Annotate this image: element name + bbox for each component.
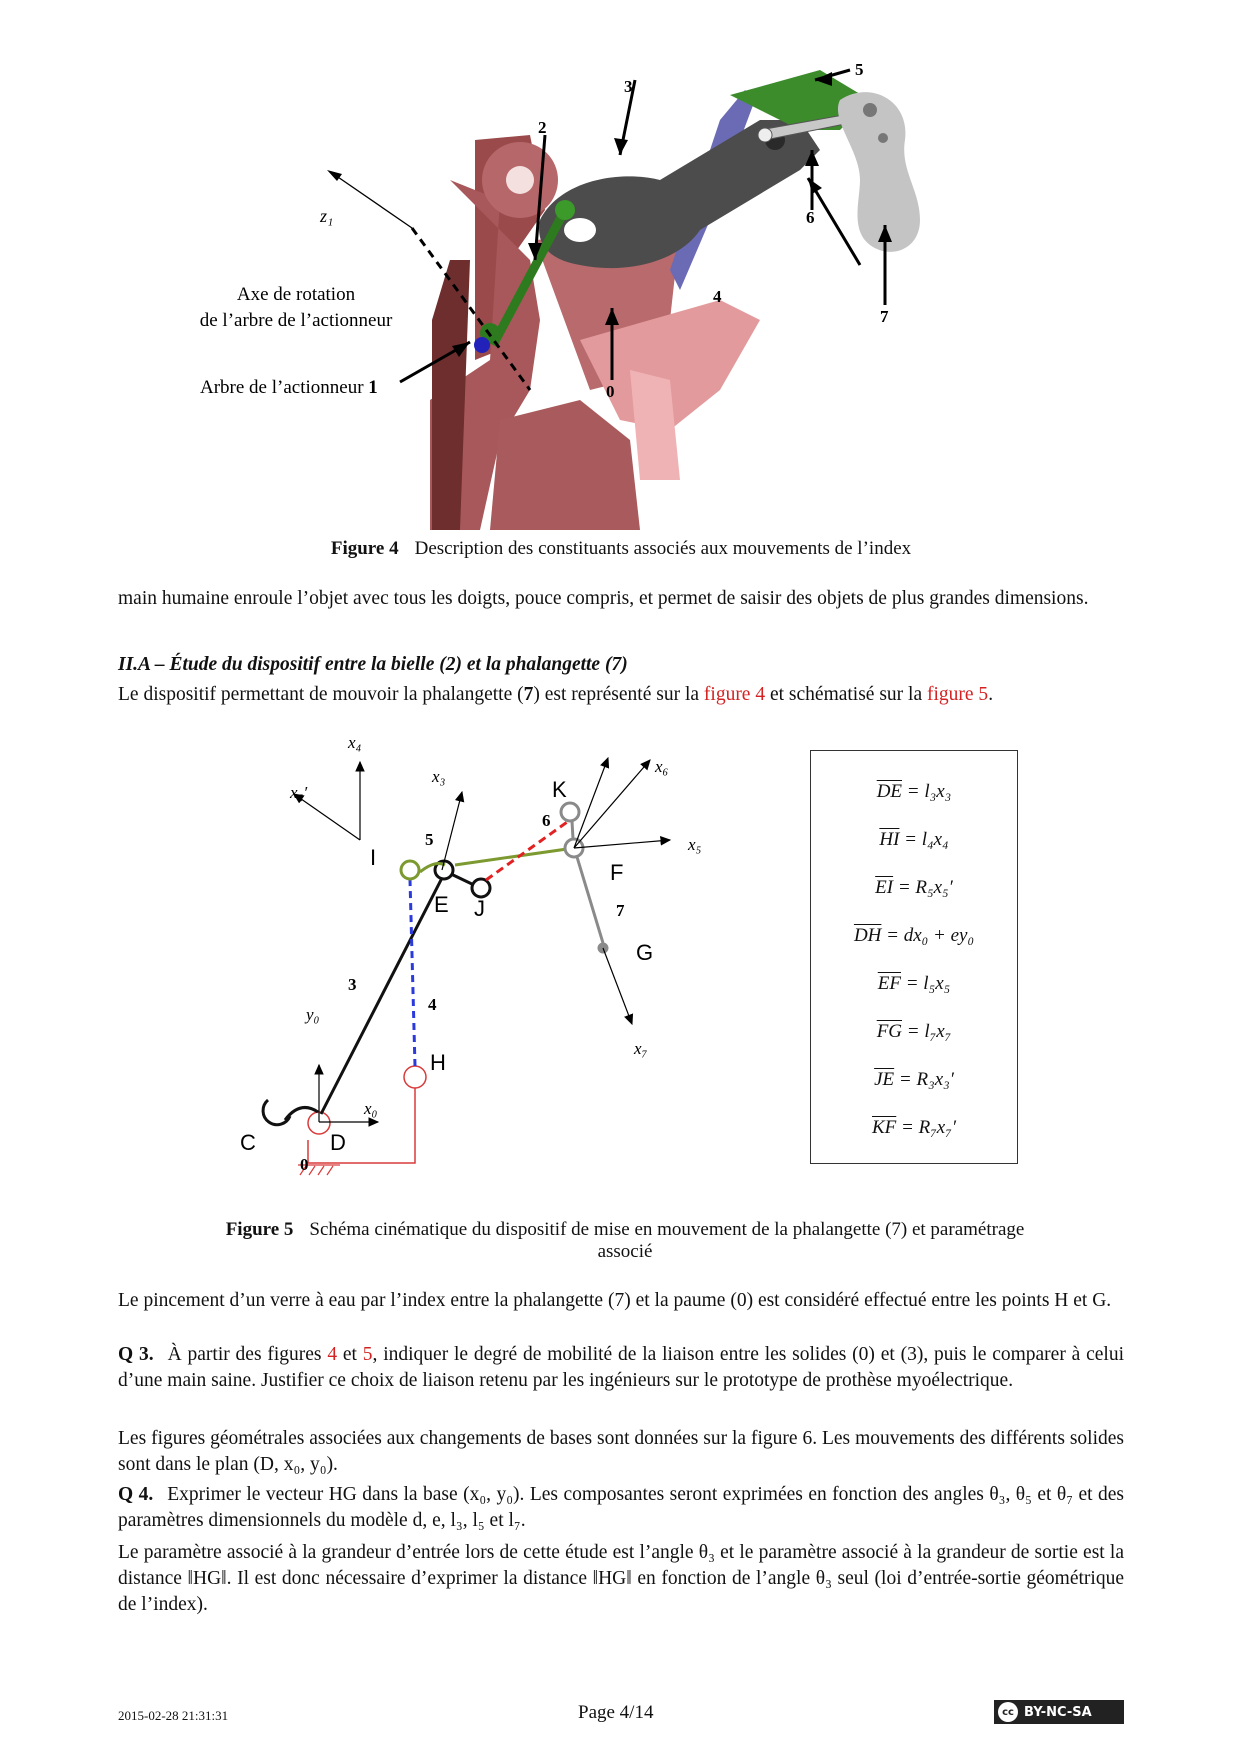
point-C: C xyxy=(240,1130,256,1155)
solid-label-6: 6 xyxy=(542,811,551,830)
solid-label-5: 5 xyxy=(425,830,434,849)
vec-x0: x₀ xyxy=(364,1099,378,1118)
point-K: K xyxy=(552,777,567,802)
vec-x4: x₄ xyxy=(348,733,362,752)
para2-part-a: Le dispositif permettant de mouvoir la phalangette ( xyxy=(118,684,524,705)
solid-label-3: 3 xyxy=(348,975,357,994)
figure-4-caption-label: Figure 4 xyxy=(330,538,399,559)
point-G: G xyxy=(636,940,654,965)
fig4-label-7: 7 xyxy=(880,307,889,326)
eq-EI: $\overline{EI} = R_5x_5'$ xyxy=(875,877,953,898)
para2-part-d: et schématisé sur la xyxy=(765,684,927,705)
fig4-label-3: 3 xyxy=(624,77,633,96)
footer-page-number: Page 4/14 xyxy=(578,1702,654,1723)
section-heading: II.A – Étude du dispositif entre la bielle (2) et la phalangette (7) xyxy=(118,654,628,675)
solid-label-4: 4 xyxy=(428,995,437,1014)
question-3 xyxy=(118,1342,1124,1394)
solid-label-7: 7 xyxy=(616,901,625,920)
solid-4 xyxy=(410,880,415,1066)
part-7 xyxy=(838,92,920,252)
eq-DH: $\overline{DH} = dx_0 + ey_0$ xyxy=(853,925,975,946)
solid-label-0: 0 xyxy=(300,1155,309,1174)
fig4-label-axe-2: de l’arbre de l’actionneur xyxy=(200,310,393,331)
vec-x5: x₅ xyxy=(688,835,702,854)
fig4-label-6: 6 xyxy=(806,208,815,227)
paragraph-5: Le paramètre associé à la grandeur d’entrée lors de cette étude est l’angle θ₃ et le paramètre associé à la grandeur de sortie est la distance ‖HG‖. Il est donc nécessaire d’exprimer la distance ‖HG‖ en fonction de l’angle θ₃ seul (loi d’entrée-sortie géométrique de l’index). xyxy=(118,1542,1124,1615)
fig4-label-2: 2 xyxy=(538,118,547,137)
vec-x5p: x₅′ xyxy=(290,783,308,802)
eq-KF: $\overline{KF} = R_7x_7'$ xyxy=(871,1117,956,1138)
fig4-label-axe-1: Axe de rotation xyxy=(236,284,356,305)
point-D: D xyxy=(330,1130,346,1155)
base-vectors xyxy=(294,758,670,1122)
q3-part-c: , indiquer le degré de mobilité de la liaison entre les solides (0) et (3), puis le comparer à celui d’une main saine. Justifier ce choix de liaison retenu par les ingénieurs sur le prototype de prothèse myoélectrique. xyxy=(118,1344,1125,1391)
link-figure-4[interactable]: figure 4 xyxy=(703,684,766,705)
vec-y0: y₀ xyxy=(306,1005,320,1024)
fig4-label-4: 4 xyxy=(713,287,722,306)
vector-definitions-box xyxy=(810,750,1018,1164)
figure-5-caption xyxy=(130,1219,1120,1263)
vec-x7: x₇ xyxy=(634,1039,648,1058)
cc-icon: cc xyxy=(998,1702,1018,1722)
point-H: H xyxy=(430,1050,446,1075)
eq-DE: $\overline{DE} = l_3x_3$ xyxy=(876,781,952,802)
fig4-label-arbre: Arbre de l’actionneur 1 xyxy=(200,377,378,398)
figure-5-caption-line2: associé xyxy=(597,1241,653,1262)
paragraph-2 xyxy=(118,682,1124,708)
figure-5-caption-label: Figure 5 xyxy=(225,1219,294,1240)
question-4 xyxy=(118,1482,1124,1534)
q4-label: Q 4. xyxy=(118,1484,154,1505)
point-I: I xyxy=(370,845,377,870)
link-q3-figure-4[interactable]: 4 xyxy=(327,1344,338,1365)
vec-x6: x₆ xyxy=(655,757,669,776)
fig4-label-0: 0 xyxy=(606,382,615,401)
vec-x3: x₃ xyxy=(432,767,446,786)
license-badge xyxy=(994,1700,1124,1724)
z1-axis xyxy=(335,175,412,228)
license-text: BY-NC-SA xyxy=(1024,1704,1092,1720)
point-F: F xyxy=(610,860,624,885)
q4-text: Exprimer le vecteur HG dans la base (x₀, y₀). Les composantes seront exprimées en fonction des angles θ₃, θ₅ et θ₇ et des paramètres dimensionnels du modèle d, e, l₃, l₅ et l₇. xyxy=(118,1484,1124,1531)
para2-part-e: . xyxy=(988,684,994,705)
point-E: E xyxy=(434,892,449,917)
figure-4-drawing xyxy=(200,60,1060,530)
eq-JE: $\overline{JE} = R_3x_3'$ xyxy=(874,1069,954,1090)
fig4-label-z1: z₁ xyxy=(320,206,334,226)
link-q3-figure-5[interactable]: 5 xyxy=(362,1344,373,1365)
paragraph-4: Les figures géométrales associées aux changements de bases sont données sur la figure 6. Les mouvements des différents solides sont dans le plan (D, x₀, y₀). xyxy=(118,1428,1124,1475)
point-J: J xyxy=(474,896,485,921)
fig4-label-5: 5 xyxy=(855,60,864,79)
figure-5-diagram xyxy=(230,720,790,1210)
footer-date: 2015-02-28 21:31:31 xyxy=(118,1708,229,1723)
part-3 xyxy=(539,120,820,268)
q3-label: Q 3. xyxy=(118,1344,154,1365)
eq-EF: $\overline{EF} = l_5x_5$ xyxy=(877,973,951,994)
q3-part-b: et xyxy=(337,1344,363,1365)
figure-5-caption-line1: Schéma cinématique du dispositif de mise en mouvement de la phalangette (7) et paramétrage xyxy=(309,1219,1025,1240)
paragraph-3: Le pincement d’un verre à eau par l’index entre la phalangette (7) et la paume (0) est considéré effectué entre les points H et G. xyxy=(118,1290,1112,1311)
eq-FG: $\overline{FG} = l_7x_7$ xyxy=(876,1021,952,1042)
eq-HI: $\overline{HI} = l_4x_4$ xyxy=(879,829,949,850)
solid-3 xyxy=(263,861,490,1125)
figure-4-caption xyxy=(118,538,1124,560)
link-figure-5[interactable]: figure 5 xyxy=(927,684,989,705)
paragraph-1: main humaine enroule l’objet avec tous les doigts, pouce compris, et permet de saisir des objets de plus grandes dimensions. xyxy=(118,588,1089,609)
para2-part-b: 7 xyxy=(523,684,534,705)
para2-part-c: ) est représenté sur la xyxy=(533,684,704,705)
solid-5 xyxy=(401,848,574,879)
q3-part-a: À partir des figures xyxy=(167,1344,328,1365)
figure-4-caption-text: Description des constituants associés aux mouvements de l’index xyxy=(414,538,912,559)
solid-7 xyxy=(561,803,607,952)
